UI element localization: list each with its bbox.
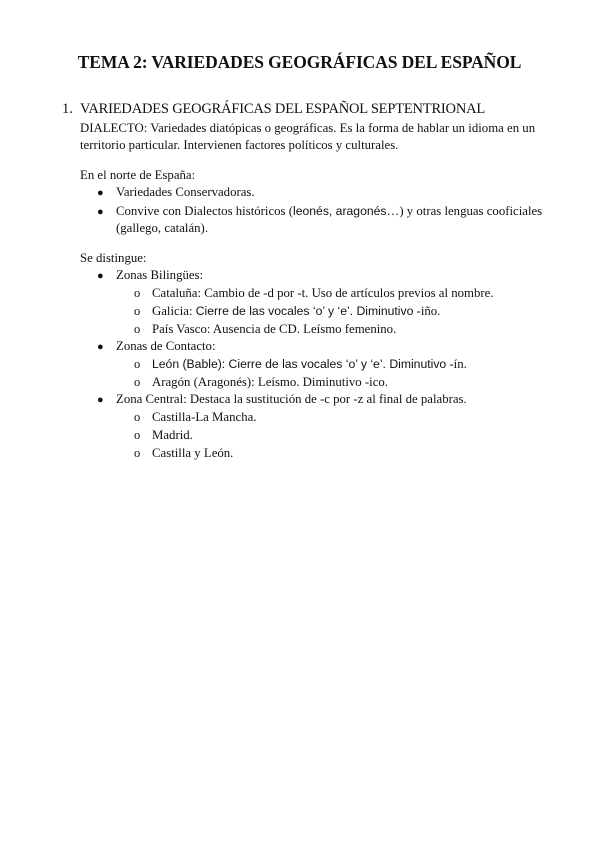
sub-bullet-icon: o: [134, 410, 141, 424]
bullet-icon: ●: [97, 394, 104, 406]
contacto-item-aragon: Aragón (Aragonés): Leísmo. Diminutivo -ico.: [152, 375, 388, 389]
contacto-item-leon: [152, 357, 467, 372]
central-item-castilla-y-leon: Castilla y León.: [152, 446, 234, 460]
galicia-feature: Cierre de las vocales ‘o’ y ‘e’. Diminutivo: [195, 304, 414, 318]
sub-bullet-icon: o: [134, 357, 141, 371]
bullet-icon: ●: [97, 187, 104, 199]
norte-item-2-text-c: …) y otras lenguas cooficiales: [386, 204, 543, 218]
galicia-suffix: -iño.: [413, 304, 441, 318]
leon-feature: León (Bable): Cierre de las vocales ‘o’ y ‘e’. Diminutivo: [152, 357, 447, 371]
section-number: 1.: [62, 101, 73, 117]
sub-bullet-icon: o: [134, 446, 141, 460]
norte-item-2-line2: (gallego, catalán).: [116, 221, 209, 235]
central-item-castilla-la-mancha: Castilla-La Mancha.: [152, 410, 257, 424]
sub-bullet-icon: o: [134, 322, 141, 336]
leon-suffix: -ín.: [446, 357, 467, 371]
norte-item-2-line1: [116, 204, 542, 219]
distingue-intro: Se distingue:: [80, 251, 147, 265]
section-heading: VARIEDADES GEOGRÁFICAS DEL ESPAÑOL SEPTENTRIONAL: [80, 101, 486, 117]
bilingues-label: Zonas Bilingües:: [116, 268, 204, 282]
central-item-madrid: Madrid.: [152, 428, 193, 442]
bilingues-item-pais-vasco: País Vasco: Ausencia de CD. Leísmo femenino.: [152, 322, 397, 336]
bilingues-item-galicia: [152, 304, 440, 319]
document-title: TEMA 2: VARIEDADES GEOGRÁFICAS DEL ESPAÑOL: [77, 52, 522, 72]
sub-bullet-icon: o: [134, 375, 141, 389]
bullet-icon: ●: [97, 341, 104, 353]
norte-item-2-text-a: Convive con Dialectos históricos (: [116, 204, 293, 218]
bilingues-item-cataluna: Cataluña: Cambio de -d por -t. Uso de artículos previos al nombre.: [152, 286, 494, 300]
sub-bullet-icon: o: [134, 428, 141, 442]
sub-bullet-icon: o: [134, 286, 141, 300]
sub-bullet-icon: o: [134, 304, 141, 318]
norte-item-2-dialects: leonés, aragonés: [293, 204, 387, 218]
dialecto-definition-line1: DIALECTO: Variedades diatópicas o geográficas. Es la forma de hablar un idioma en un: [80, 121, 536, 135]
contacto-label: Zonas de Contacto:: [116, 339, 216, 353]
bullet-icon: ●: [97, 206, 104, 218]
galicia-label: Galicia:: [152, 304, 196, 318]
central-label: Zona Central: Destaca la sustitución de -c por -z al final de palabras.: [116, 392, 467, 406]
norte-item-1: Variedades Conservadoras.: [116, 185, 255, 199]
dialecto-definition-line2: territorio particular. Intervienen factores políticos y culturales.: [80, 138, 399, 152]
norte-intro: En el norte de España:: [80, 168, 196, 182]
bullet-icon: ●: [97, 270, 104, 282]
